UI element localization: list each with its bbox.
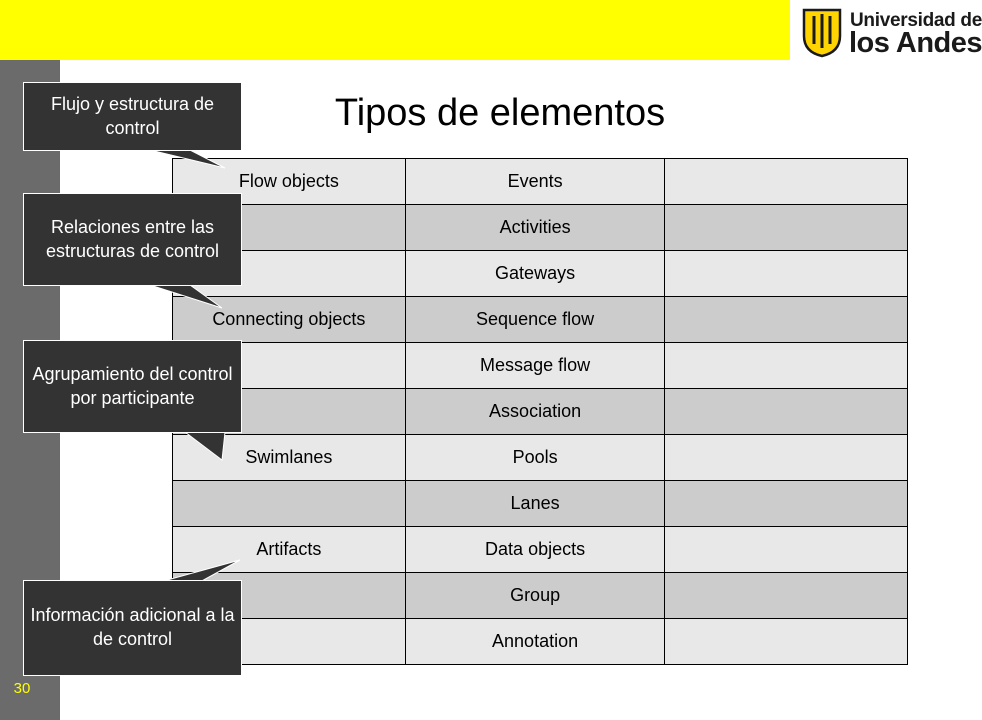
category-cell: Flow objects (173, 159, 406, 205)
element-cell: Annotation (405, 619, 665, 665)
element-cell: Pools (405, 435, 665, 481)
slide-title: Tipos de elementos (334, 92, 666, 134)
logo-text-line2: los Andes (849, 27, 982, 59)
callout-swimlanes: Agrupamiento del control por participante (23, 340, 242, 433)
element-cell: Message flow (405, 343, 665, 389)
category-cell: Swimlanes (173, 435, 406, 481)
callout-connecting-objects: Relaciones entre las estructuras de control (23, 193, 242, 286)
element-cell: Lanes (405, 481, 665, 527)
category-cell: Artifacts (173, 527, 406, 573)
callout-pointer-2 (150, 285, 222, 308)
element-cell: Events (405, 159, 665, 205)
callout-pointer-4 (160, 560, 240, 582)
callout-pointer-1 (150, 150, 225, 168)
element-cell: Data objects (405, 527, 665, 573)
callout-flow-objects: Flujo y estructura de control (23, 82, 242, 151)
callout-pointer-3 (185, 432, 225, 460)
category-cell: Connecting objects (173, 297, 406, 343)
element-cell: Association (405, 389, 665, 435)
element-cell: Group (405, 573, 665, 619)
element-cell: Activities (405, 205, 665, 251)
slide-number: 30 (13, 680, 31, 697)
element-cell: Gateways (405, 251, 665, 297)
callout-artifacts: Información adicional a la de control (23, 580, 242, 676)
element-cell: Sequence flow (405, 297, 665, 343)
logo-text-line1: Universidad de (850, 10, 982, 31)
